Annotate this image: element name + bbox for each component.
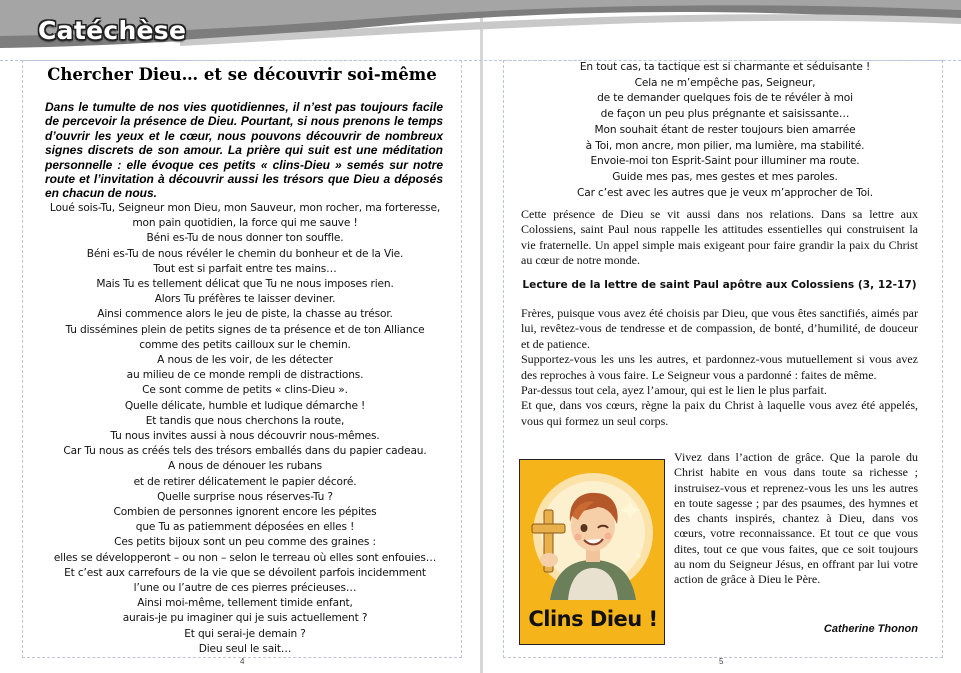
prayer-line: elles se développeront – ou non – selon le terreau où elles sont enfouies… [53,551,437,564]
prayer-line: Ces petits bijoux sont un peu comme des graines : [114,536,376,549]
prayer-line: Combien de personnes ignorent encore les pépites [113,506,377,519]
prayer-continuation [510,60,940,201]
prayer-line: Ainsi moi-même, tellement timide enfant, [137,597,353,610]
prayer-text [40,201,450,657]
section-title: Catéchèse [38,16,187,45]
reading-text [521,306,918,429]
prayer-line: A nous de dénouer les rubans [167,460,323,473]
prayer-line: Et qui serai-je demain ? [184,627,306,640]
reading-paragraph: Par-dessus tout cela, ayez l’amour, qui est le lien le plus parfait. [521,383,827,398]
prayer-line: Alors Tu préfères te laisser deviner. [154,293,336,306]
prayer-line: En tout cas, ta tactique est si charmante et séduisante ! [579,61,871,73]
illustration-caption: Clins Dieu ! [528,607,658,631]
reading-paragraph: Supportez-vous les uns les autres, et pardonnez-vous mutuellement si vous avez des reproches à vous faire. Le Seigneur vous a pardonné : faites de même. [521,352,918,382]
page-number-right: 5 [719,657,724,666]
reading-continuation: Vivez dans l’action de grâce. Que la parole du Christ habite en vous dans toute sa richesse ; instruisez-vous et reprenez-vous les uns les autres en toute sagesse ; par des psaumes, des hymnes et des chants inspirés, chantez à Dieu, dans vos cœurs, votre reconnaissance. Et tout ce que vous dites, tout ce que vous faites, que ce soit toujours au nom du Seigneur Jésus, en offrant par lui votre action de grâce à Dieu le Père. [674,450,918,587]
prayer-line: Car c’est avec les autres que je veux m’approcher de Toi. [577,186,873,199]
prayer-line: Béni es-Tu de nous révéler le chemin du bonheur et de la Vie. [86,247,404,260]
prayer-line: Cela ne m’empêche pas, Seigneur, [634,76,816,89]
prayer-line: Et c’est aux carrefours de la vie que se dévoilent parfois incidemment [64,566,426,579]
prayer-line: Béni es-Tu de nous donner ton souffle. [146,232,344,245]
reading-paragraph: Frères, puisque vous avez été choisis par Dieu, que vous êtes sanctifiés, aimés par lui, revêtez-vous de tendresse et de compassion, de bonté, d’humilité, de douceur et de patience. [521,306,918,351]
prayer-line: Loué sois-Tu, Seigneur mon Dieu, mon Sauveur, mon rocher, ma forteresse, [49,202,441,214]
article-intro: Dans le tumulte de nos vies quotidiennes, il n’est pas toujours facile de percevoir la présence de Dieu. Pourtant, si nous prenons le temps d’ouvrir les yeux et le cœur, nous pouvons découvrir de nombreux signes discrets de son amour. La prière qui suit est une méditation personnelle : elle évoque ces petits « clins-Dieu » semés sur notre route et l’invitation à découvrir aussi les trésors que Dieu a déposés en chacun de nous. [45,100,443,201]
prayer-line: Et tandis que nous cherchons la route, [145,414,345,427]
prayer-line: Tu nous invites aussi à nous découvrir nous-mêmes. [110,430,380,443]
prayer-line: comme des petits cailloux sur le chemin. [139,338,351,351]
prayer-line: Car Tu nous as créés tels des trésors emballés dans du papier cadeau. [63,445,427,458]
prayer-line: Quelle délicate, humble et ludique démarche ! [124,399,366,412]
author-signature: Catherine Thonon [823,623,918,635]
prayer-line: Mon souhait étant de rester toujours bien amarrée [594,123,856,136]
prayer-line: aurais-je pu imaginer qui je suis actuellement ? [122,612,368,625]
prayer-line: de te demander quelques fois de te révéler à moi [597,92,853,105]
reading-paragraph: Et que, dans vos cœurs, règne la paix du Christ à laquelle vous avez été appelés, vous qui formez un seul corps. [521,398,918,428]
prayer-line: au milieu de ce monde rempli de distractions. [126,369,364,382]
prayer-line: Tu dissémines plein de petits signes de ta présence et de ton Alliance [65,323,425,336]
prayer-line: à Toi, mon ancre, mon pilier, ma lumière, ma stabilité. [585,139,865,152]
prayer-line: Envoie-moi ton Esprit-Saint pour illuminer ma route. [590,155,860,168]
prayer-line: et de retirer délicatement le papier décoré. [133,475,357,488]
section-banner [0,0,961,62]
prayer-line: Ainsi commence alors le jeu de piste, la chasse au trésor. [97,308,393,321]
prayer-line: l’une ou l’autre de ces pierres précieuses… [133,582,357,595]
article-title: Chercher Dieu… et se découvrir soi-même [47,65,437,84]
clins-dieu-illustration [519,459,665,645]
page-number-left: 4 [240,657,245,666]
prayer-line: A nous de les voir, de les détecter [157,354,333,367]
prayer-line: Mais Tu es tellement délicat que Tu ne nous imposes rien. [96,278,394,291]
prayer-line: mon pain quotidien, la force qui me sauve ! [132,217,358,230]
prayer-line: Tout est si parfait entre tes mains… [153,262,337,275]
relations-paragraph: Cette présence de Dieu se vit aussi dans nos relations. Dans sa lettre aux Colossiens, saint Paul nous rappelle les attitudes essentielles qui construisent la vie fraternelle. Un appel simple mais exigeant pour faire grandir la paix du Christ au cœur de notre monde. [521,207,918,268]
prayer-line: Quelle surprise nous réserves-Tu ? [157,490,333,503]
prayer-line: Guide mes pas, mes gestes et mes paroles. [612,170,838,183]
prayer-line: Ce sont comme de petits « clins-Dieu ». [142,384,348,397]
prayer-line: que Tu as patiemment déposées en elles ! [135,521,355,534]
reading-heading: Lecture de la lettre de saint Paul apôtre aux Colossiens (3, 12-17) [522,279,917,291]
prayer-line: Dieu seul le sait… [198,642,292,655]
prayer-line: de façon un peu plus prégnante et saisissante… [600,108,850,121]
